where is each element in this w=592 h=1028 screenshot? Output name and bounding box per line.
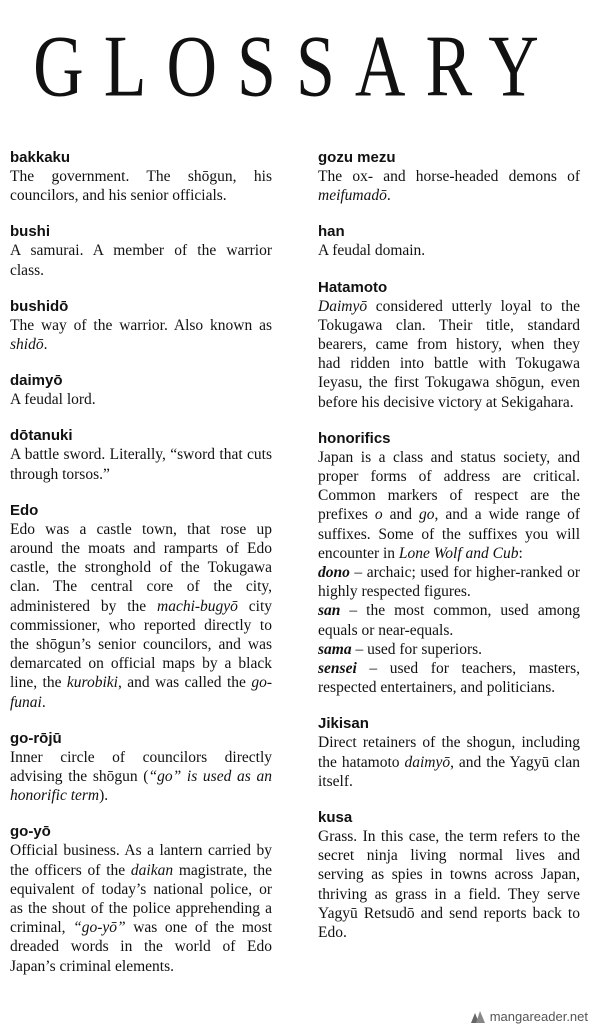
- definition-text: ).: [99, 787, 109, 805]
- glossary-definition: [318, 733, 580, 791]
- definition-italic-text: daimyō: [404, 753, 451, 771]
- glossary-term: bakkaku: [10, 149, 71, 166]
- glossary-entry-hatamoto: [318, 278, 580, 412]
- glossary-term: dōtanuki: [10, 427, 73, 445]
- glossary-definition: [318, 448, 580, 563]
- honorific-suffix-word: sensei: [318, 660, 357, 678]
- glossary-entry-bushi: [10, 222, 272, 279]
- glossary-definition: [10, 167, 272, 205]
- honorific-suffix-text: – archaic; used for higher-ranked or highly respected figures.: [318, 564, 580, 601]
- glossary-definition: [10, 520, 272, 712]
- glossary-term: Edo: [10, 501, 39, 519]
- definition-text: .: [43, 336, 48, 354]
- definition-text: Inner circle of councilors directly advising the shōgun (: [10, 748, 272, 786]
- honorific-suffix-item: [318, 659, 580, 697]
- honorific-suffix-item: [318, 563, 580, 601]
- glossary-term: daimyō: [10, 372, 63, 390]
- definition-text: Direct retainers of the shogun, including the hatamoto: [318, 734, 580, 771]
- honorific-suffix-text: – used for teachers, masters, respected entertainers, and politicians.: [318, 660, 580, 697]
- mangareader-logo-icon: [470, 1010, 486, 1024]
- glossary-entry-daimyo: [10, 371, 272, 409]
- definition-text: , and the Yagyū clan itself.: [318, 753, 580, 790]
- definition-text: The ox- and horse-headed demons of: [318, 168, 580, 185]
- definition-text: A battle sword. Literally, “sword that cuts through torsos.”: [10, 446, 272, 483]
- glossary-definition: [10, 748, 272, 806]
- glossary-definition: [318, 167, 580, 205]
- glossary-entry-jikisan: [318, 714, 580, 791]
- glossary-definition: [318, 297, 580, 412]
- glossary-definition: [10, 841, 272, 975]
- glossary-term: kusa: [318, 809, 353, 827]
- glossary-entry-honorifics: [318, 429, 580, 698]
- definition-text: A feudal lord.: [10, 391, 96, 409]
- definition-text: magistrate, the equivalent of today’s national police, or as the shout of the police apprehending a criminal,: [10, 861, 272, 937]
- honorific-suffix-text: – used for superiors.: [351, 640, 483, 658]
- definition-italic-text: meifumadō: [318, 187, 387, 205]
- glossary-entry-bushido: [10, 297, 272, 354]
- definition-text: considered utterly loyal to the Tokugawa clan. Their title, standard bearers, came from history, when they had ridden into battle with Tokugawa Ieyasu, the first Tokugawa shōgun, even before his decisive victory at Sekigahara.: [318, 297, 580, 411]
- definition-italic-text: “go” is used as an honorific term: [10, 768, 272, 805]
- honorific-suffix-item: [318, 640, 580, 659]
- glossary-term: go-yō: [10, 823, 51, 841]
- definition-text: Edo was a castle town, that rose up around the moats and ramparts of Edo castle, the stronghold of the Tokugawa clan. The central core of the city, administered by the: [10, 520, 272, 615]
- glossary-term: bushidō: [10, 297, 69, 315]
- honorific-suffix-word: dono: [318, 564, 350, 582]
- definition-text: city commissioner, who reported directly to the shōgun’s senior councilors, and was demarcated on official maps by a black line, the: [10, 597, 272, 692]
- watermark-text: mangareader.net: [489, 1009, 588, 1024]
- definition-text: , and a wide range of suffixes. Some of the suffixes you will encounter in: [318, 506, 580, 562]
- definition-text: .: [386, 187, 391, 205]
- glossary-entry-go-roju: [10, 729, 272, 806]
- glossary-term: Jikisan: [318, 715, 369, 733]
- glossary-term: han: [318, 223, 345, 241]
- glossary-definition: [318, 241, 580, 260]
- definition-italic-text: kurobiki: [66, 674, 118, 692]
- definition-text: Official business. As a lantern carried by the officers of the: [10, 842, 272, 879]
- definition-text: , and was called the: [117, 674, 252, 692]
- honorific-suffix-text: – the most common, used among equals or near-equals.: [318, 602, 580, 639]
- glossary-column-left: [10, 148, 272, 993]
- definition-italic-text: machi-bugyō: [157, 597, 238, 615]
- definition-italic-text: Daimyō: [318, 297, 368, 315]
- definition-italic-text: o: [374, 506, 383, 524]
- glossary-entry-dotanuki: [10, 426, 272, 483]
- definition-text: The government. The shōgun, his councilors, and his senior officials.: [10, 168, 272, 205]
- glossary-entry-edo: [10, 501, 272, 712]
- definition-text: Grass. In this case, the term refers to the secret ninja living normal lives and serving as spies in towns across Japan, thriving as grass in a field. They serve Yagyū Retsudō and send reports back to Edo.: [318, 828, 580, 942]
- page-title: GLOSSARY: [33, 19, 559, 116]
- glossary-term: Hatamoto: [318, 278, 388, 296]
- glossary-definition: [10, 316, 272, 354]
- definition-italic-text: “go-yō”: [73, 919, 126, 937]
- glossary-entry-han: [318, 222, 580, 260]
- glossary-column-right: [318, 148, 580, 959]
- glossary-definition: [10, 445, 272, 483]
- definition-text: and: [382, 506, 419, 524]
- honorific-suffix-word: sama: [318, 640, 352, 658]
- glossary-definition: [318, 827, 580, 942]
- definition-italic-text: daikan: [130, 861, 174, 879]
- definition-text: A samurai. A member of the warrior class.: [10, 242, 272, 279]
- definition-italic-text: Lone Wolf and Cub: [398, 544, 519, 562]
- definition-text: Japan is a class and status society, and proper forms of address are critical. Common markers of respect are the prefixes: [318, 448, 580, 524]
- definition-text: A feudal domain.: [318, 242, 426, 260]
- definition-italic-text: go: [419, 506, 435, 524]
- honorific-suffix-word: san: [318, 602, 341, 620]
- definition-italic-text: shidō: [10, 336, 44, 354]
- glossary-entry-go-yo: [10, 822, 272, 975]
- definition-text: .: [41, 693, 46, 711]
- watermark: [470, 1009, 588, 1024]
- honorific-suffix-item: [318, 601, 580, 639]
- glossary-definition: [10, 390, 272, 409]
- definition-italic-text: go-funai: [10, 674, 272, 711]
- definition-text: The way of the warrior. Also known as: [10, 316, 272, 334]
- glossary-term: go-rōjū: [10, 729, 62, 747]
- glossary-term: honorifics: [318, 429, 391, 447]
- definition-text: was one of the most dreaded words in the world of Edo Japan’s criminal elements.: [10, 919, 272, 975]
- definition-text: :: [518, 544, 523, 562]
- glossary-entry-kusa: [318, 808, 580, 942]
- glossary-entry-gozu-mezu: [318, 148, 580, 205]
- glossary-definition: [10, 241, 272, 279]
- glossary-entry-bakkaku: [10, 148, 272, 205]
- glossary-term: gozu mezu: [318, 149, 396, 166]
- glossary-term: bushi: [10, 223, 50, 241]
